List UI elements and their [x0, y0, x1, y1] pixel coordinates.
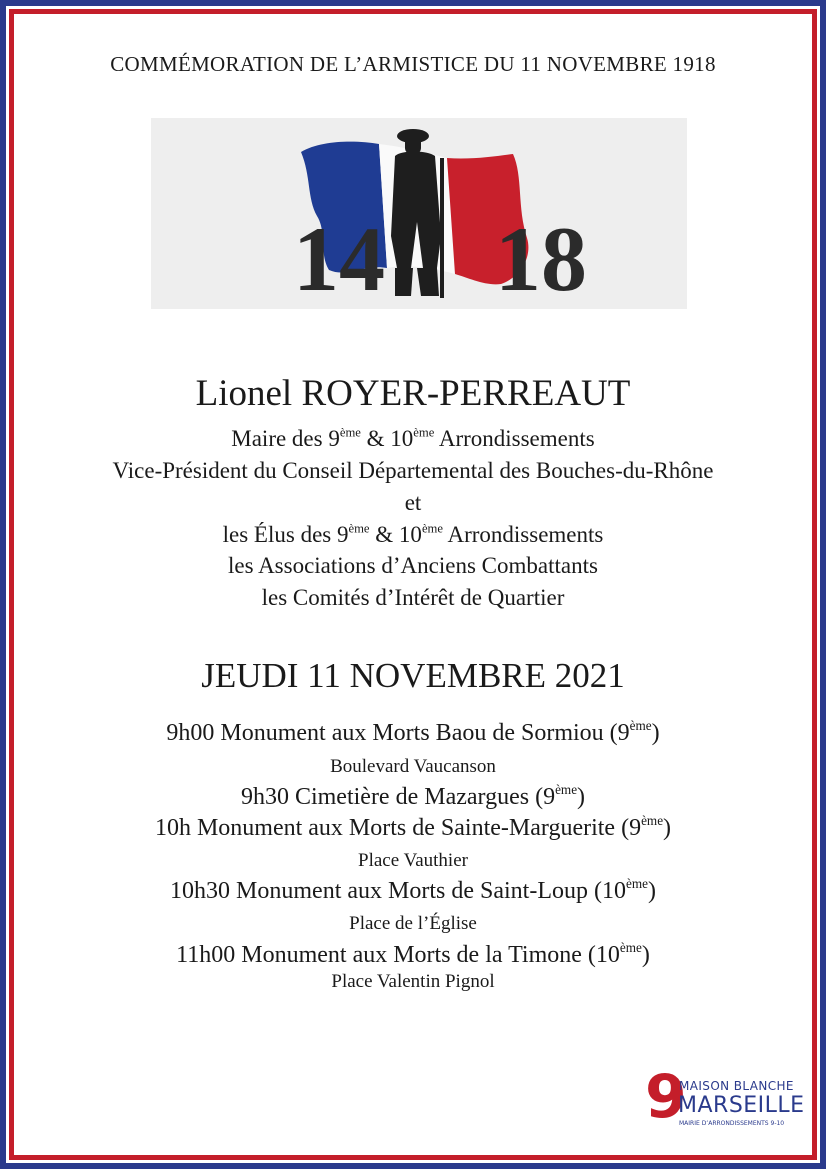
schedule-item-5-place: Place Valentin Pignol — [331, 971, 495, 992]
banner-1418-image — [151, 118, 687, 309]
host-title-vice-president: Vice-Président du Conseil Départemental des Bouches-du-Rhône — [112, 458, 714, 483]
logo-nine-numeral: 9 — [645, 1062, 687, 1132]
schedule-item-4: 10h30 Monument aux Morts de Saint-Loup (10ème) — [170, 876, 656, 904]
logo-line-mairie: MAIRIE D’ARRONDISSEMENTS 9-10 — [679, 1120, 785, 1127]
event-date-heading: JEUDI 11 NOVEMBRE 2021 — [201, 656, 625, 695]
header-title: COMMÉMORATION DE L’ARMISTICE DU 11 NOVEMBRE 1918 — [110, 52, 716, 76]
host-title-mayor: Maire des 9ème & 10ème Arrondissements — [231, 425, 595, 451]
soldier-silhouette-icon — [391, 129, 444, 298]
schedule-item-1: 9h00 Monument aux Morts Baou de Sormiou (9ème) — [166, 718, 660, 746]
schedule-item-5: 11h00 Monument aux Morts de la Timone (10ème) — [176, 940, 650, 968]
schedule-item-2: 9h30 Cimetière de Mazargues (9ème) — [240, 782, 586, 810]
schedule-item-4-place: Place de l’Église — [349, 913, 477, 934]
host-elected-officials: les Élus des 9ème & 10ème Arrondissements — [222, 521, 604, 547]
host-neighborhood-committees: les Comités d’Intérêt de Quartier — [261, 585, 565, 610]
year-left-number: 14 — [293, 208, 385, 309]
year-right-number: 18 — [495, 208, 587, 309]
logo-line-marseille: MARSEILLE — [678, 1093, 805, 1118]
schedule-item-3: 10h Monument aux Morts de Sainte-Marguerite (9ème) — [154, 813, 672, 841]
mayor-name: Lionel ROYER-PERREAUT — [195, 373, 631, 414]
logo-line-maison-blanche: MAISON BLANCHE — [679, 1079, 794, 1093]
host-veterans-associations: les Associations d’Anciens Combattants — [228, 553, 598, 578]
banner-illustration — [151, 118, 687, 309]
schedule-item-1-place: Boulevard Vaucanson — [330, 756, 496, 777]
schedule-item-3-place: Place Vauthier — [358, 850, 468, 871]
mairie-logo — [645, 1062, 805, 1135]
host-conjunction: et — [404, 490, 422, 515]
